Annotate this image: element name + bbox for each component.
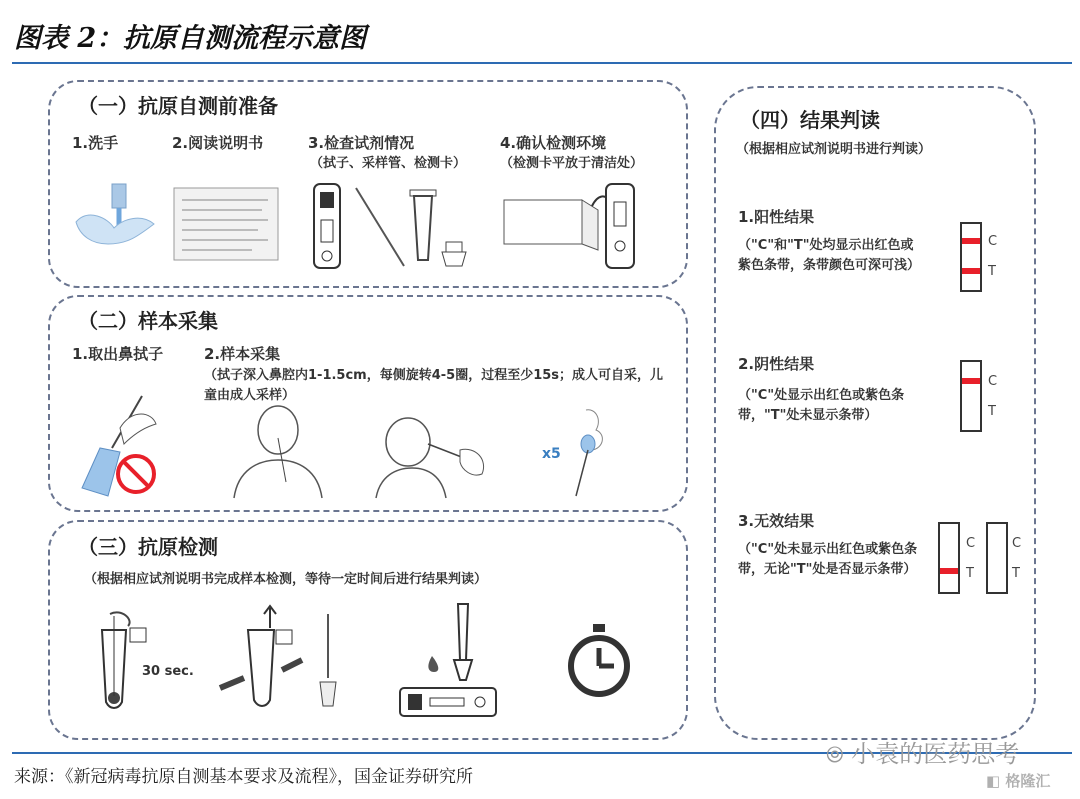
tube-stir-icon xyxy=(88,606,158,716)
instruction-sheet-icon xyxy=(172,186,282,262)
test-kit-icon xyxy=(312,180,482,272)
detect-note: （根据相应试剂说明书完成样本检测，等待一定时间后进行结果判读） xyxy=(84,572,488,587)
site-watermark-text: 格隆汇 xyxy=(1005,772,1051,790)
prep-step-4-note: （检测卡平放于清洁处） xyxy=(500,156,644,171)
result-title: （四）结果判读 xyxy=(740,108,880,132)
positive-label: 1.阳性结果 xyxy=(738,208,815,226)
take-swab-icon xyxy=(72,388,172,500)
detect-title: （三）抗原检测 xyxy=(78,535,218,559)
hand-wash-icon xyxy=(68,178,158,268)
invalid-1-t: T xyxy=(966,566,974,581)
invalid-strip-2-icon xyxy=(986,522,1008,594)
result-note: （根据相应试剂说明书进行判读） xyxy=(736,142,932,157)
invalid-desc: （"C"处未显示出红色或紫色条带，无论"T"处是否显示条带） xyxy=(738,542,918,577)
prep-title: （一）抗原自测前准备 xyxy=(78,94,278,118)
negative-c: C xyxy=(988,374,998,389)
invalid-strip-1-icon xyxy=(938,522,960,594)
prep-step-4: 4.确认检测环境 xyxy=(500,134,607,152)
negative-t: T xyxy=(988,404,996,419)
wechat-watermark-text: 小袁的医药思考 xyxy=(851,740,1020,768)
positive-c: C xyxy=(988,234,998,249)
add-drops-icon xyxy=(396,600,506,722)
negative-strip-icon xyxy=(960,360,982,432)
rotate-count-label: x5 xyxy=(542,446,561,462)
negative-label: 2.阴性结果 xyxy=(738,355,815,373)
invalid-2-t: T xyxy=(1012,566,1020,581)
invalid-label: 3.无效结果 xyxy=(738,512,815,530)
negative-desc: （"C"处显示出红色或紫色条带，"T"处未显示条带） xyxy=(738,388,905,423)
prep-step-3-note: （拭子、采样管、检测卡） xyxy=(310,156,467,171)
invalid-1-c: C xyxy=(966,536,976,551)
nose-rotate-icon xyxy=(566,400,616,500)
site-watermark xyxy=(986,770,1050,791)
prep-step-1: 1.洗手 xyxy=(72,134,119,152)
child-sampling-icon xyxy=(372,410,492,500)
top-rule xyxy=(12,62,1072,64)
prep-step-2: 2.阅读说明书 xyxy=(172,134,264,152)
stir-time-label: 30 sec. xyxy=(142,664,194,679)
sampling-step-2: 2.样本采集 xyxy=(204,345,281,363)
sampling-step-1: 1.取出鼻拭子 xyxy=(72,345,164,363)
adult-self-sampling-icon xyxy=(228,400,328,500)
positive-desc: （"C"和"T"处均显示出红色或紫色条带，条带颜色可深可浅） xyxy=(738,238,921,273)
source-note: 来源：《新冠病毒抗原自测基本要求及流程》，国金证券研究所 xyxy=(14,767,473,787)
site-logo-icon: ◧ xyxy=(986,772,1001,790)
prep-step-3: 3.检查试剂情况 xyxy=(308,134,415,152)
tube-squeeze-icon xyxy=(218,606,308,710)
positive-t: T xyxy=(988,264,996,279)
sampling-title: （二）样本采集 xyxy=(78,309,218,333)
figure-title: 图表 2：抗原自测流程示意图 xyxy=(14,23,367,54)
positive-strip-icon xyxy=(960,222,982,292)
dropper-cap-icon xyxy=(316,612,340,708)
flat-surface-icon xyxy=(502,180,642,272)
wechat-icon: ⦾ xyxy=(826,743,844,768)
timer-icon xyxy=(566,622,632,700)
wechat-watermark xyxy=(826,734,1019,769)
invalid-2-c: C xyxy=(1012,536,1022,551)
sampling-step-2-note: （拭子深入鼻腔内1-1.5cm，每侧旋转4-5圈，过程至少15s；成人可自采，儿童由成人采样） xyxy=(204,368,664,403)
